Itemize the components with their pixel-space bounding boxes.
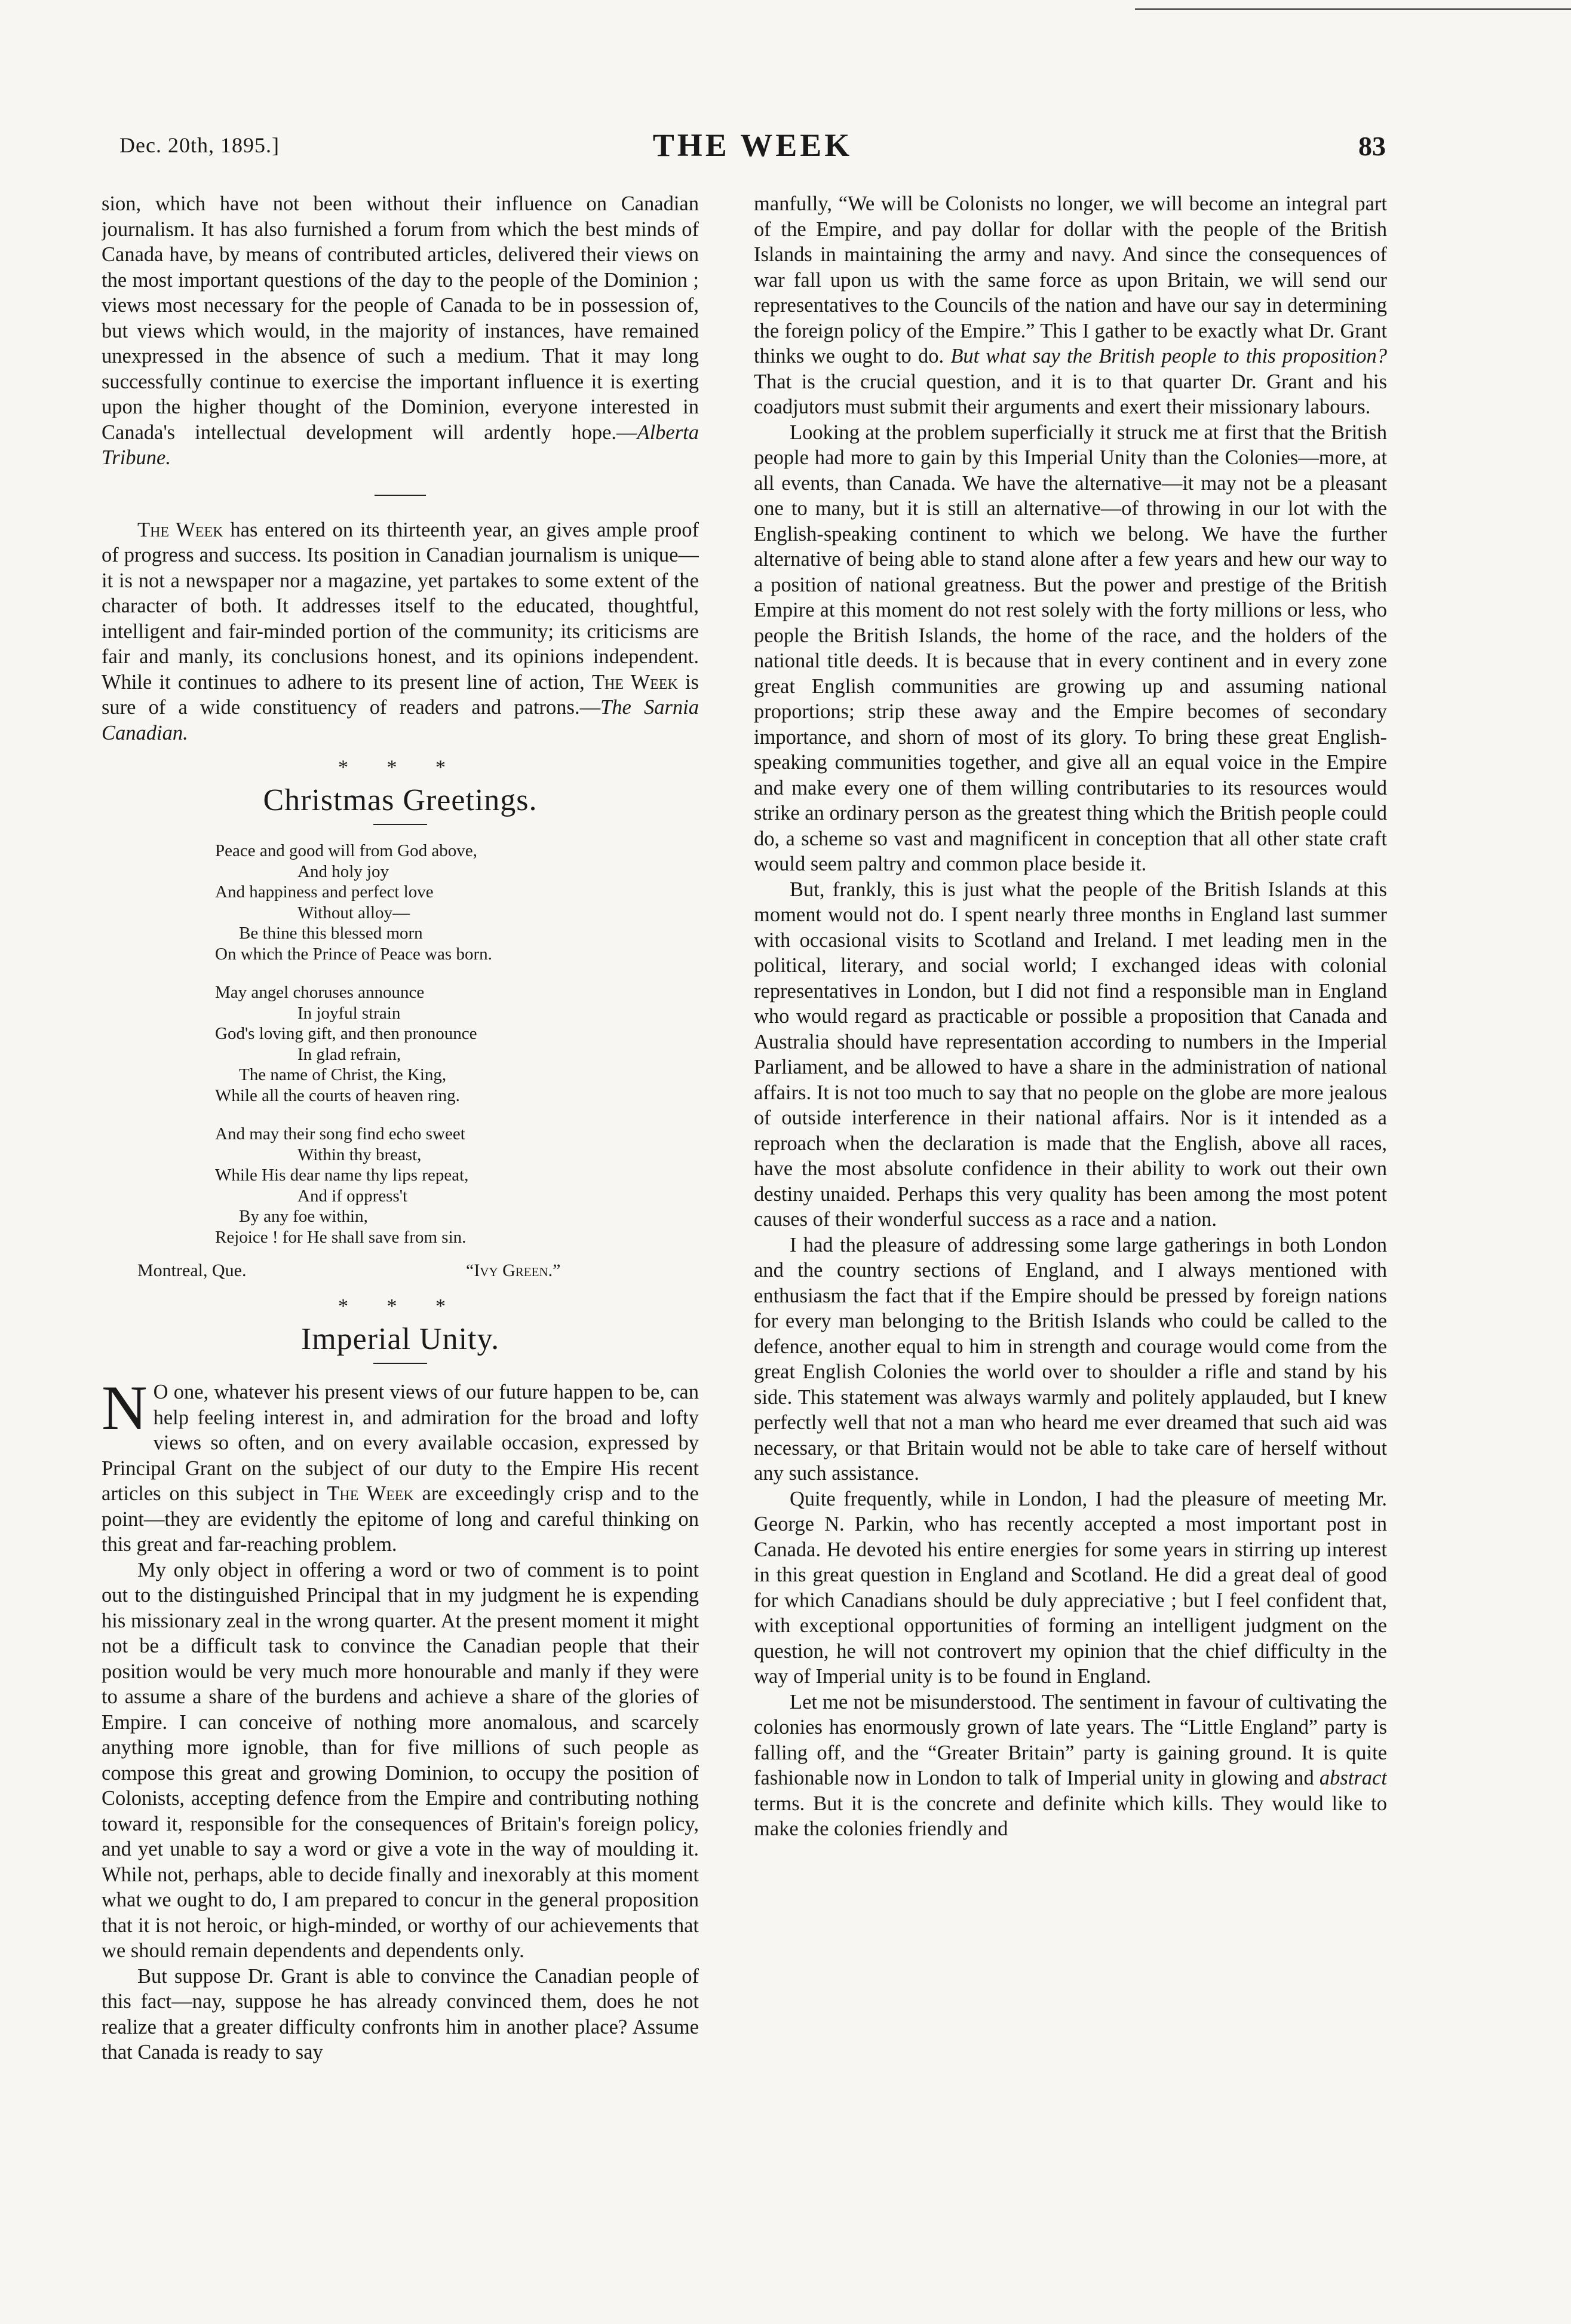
asterism-2: * * * [338, 1295, 462, 1317]
week-name-2: The Week [591, 670, 678, 694]
right-paragraph-3: But, frankly, this is just what the people of the British Islands at this moment would not do. I spent nearly three months in England last summer with occasional visits to Scotland and Ireland. I met leading men in the political, literary, and social world; I exchanged ideas with colonial representatives in London, but I did not find a responsible man in England who would regard as practicable or possible a proposition that Canada and Australia should have representation according to numbers in the Imperial Parliament, and be allowed to have a share in the administration of national affairs. It is not too much to say that no people on the globe are more jealous of outside interference in their national affairs. Nor is it intended as a reproach when the declaration is made that the English, above all races, have the most absolute confidence in their ability to work out their own destiny unaided. Perhaps this very quality has been among the most potent causes of their wonderful success as a race and a nation. [754, 878, 1387, 1231]
poem-line: By any foe within, [239, 1207, 368, 1226]
right-paragraph-6 [754, 1690, 1387, 1842]
right-text-1a: manfully, “We will be Colonists no longer, we will become an integral part of the Empire, and pay dollar for dollar with the people of the British Islands in maintaining the army and navy. And since the consequences of war fall upon us with the same force as upon Britain, we will send our representatives to the Councils of the nation and have our say in determining the foreign policy of the Empire.” This I gather to be exactly what Dr. Grant thinks we ought to do. [754, 192, 1387, 367]
poem-line: On which the Prince of Peace was born. [215, 944, 492, 964]
page-header [119, 127, 1386, 168]
right-text-1b: That is the crucial question, and it is to that quarter Dr. Grant and his coadjutors must submit their arguments and exert their missionary labours. [754, 370, 1387, 418]
title-rule [373, 824, 427, 825]
poem-line: And holy joy [297, 861, 389, 881]
right-paragraph-5: Quite frequently, while in London, I had the pleasure of meeting Mr. George N. Parkin, who has recently accepted a most important post in Canada. He devoted his entire energies for some years in stirring up interest in this great question in England and Scotland. He did a great deal of good for which Canadians should be duly appreciative ; but I feel confident that, with exceptional opportunities of forming an intelligent judgment on the question, he will not controvert my opinion that the chief difficulty in the way of Imperial unity is to be found in England. [754, 1487, 1387, 1688]
poem-place: Montreal, Que. [137, 1261, 247, 1280]
week-name-1: The Week [137, 518, 223, 541]
right-text-6-italic: abstract [1319, 1767, 1387, 1789]
poem-stanza [215, 982, 699, 1106]
left-column [102, 191, 699, 2318]
poem-stanza [215, 1124, 699, 1247]
alberta-source: Alberta Tribune. [102, 421, 699, 469]
poem-signature [102, 1261, 699, 1284]
poem-line: Without alloy— [297, 903, 410, 922]
masthead: THE WEEK [652, 127, 853, 163]
poem-line: And if oppress't [297, 1186, 408, 1206]
poem-line: The name of Christ, the King, [239, 1065, 447, 1084]
poem-author: “Ivy Green.” [466, 1261, 561, 1280]
poem-line: In glad refrain, [297, 1044, 401, 1064]
issue-date: Dec. 20th, 1895.] [119, 133, 280, 157]
unity-text-1a: O one, whatever his present views of our future happen to be, can help feeling interest in, and admiration for the broad and lofty views so often, and on every available occasion, expressed by Principal Grant on the subject of our duty to the Empire His recent articles on this subject in [102, 1381, 699, 1505]
unity-paragraph-3: But suppose Dr. Grant is able to convince the Canadian people of this fact—nay, suppose he has already convinced them, does he not realize that a greater difficulty confronts him in another place? Assume that Canada is ready to say [102, 1964, 699, 2064]
right-text-6a: Let me not be misunderstood. The sentiment in favour of cultivating the colonies has enormously grown of late years. The “Little England” party is falling off, and the “Greater Britain” party is gaining ground. It is quite fashionable now in London to talk of Imperial unity in glowing and [754, 1690, 1387, 1789]
asterism-1: * * * [338, 756, 462, 778]
alberta-excerpt [102, 191, 699, 471]
unity-title: Imperial Unity. [300, 1322, 500, 1356]
right-paragraph-2: Looking at the problem superficially it struck me at first that the British people had more to gain by this Imperial Unity than the Colonies—more, at all events, than Canada. We have the alternative—it may not be a pleasant one to many, but it is still an alternative—of throwing in our lot with the English-speaking continent to which we belong. We have the further alternative of being able to stand alone after a few years and hew our way to a position of national greatness. But the power and prestige of the British Empire at this moment do not rest solely with the forty millions or less, who people the British Islands, the home of the race, and the holders of the national title deeds. It is because that in every continent and in every zone great English communities are growing up and assuming national proportions; strip these away and the Empire becomes of secondary importance, and shorn of most of its glory. To bring these great English-speaking communities together, and give all an equal voice in the Empire and make every one of them willing contributaries to its resources would strike an ordinary person as the greatest thing which the British people could do, a scheme so vast and magnificent in conception that all other state craft would seem paltry and common place beside it. [754, 421, 1387, 875]
alberta-text: sion, which have not been without their influence on Canadian journalism. It has also furnished a forum from which the best minds of Canada have, by means of contributed articles, delivered their views on the most important questions of the day to the people of the Dominion ; views most necessary for the people of Canada to be in possession of, but views which would, in the majority of instances, have remained unexpressed in the absence of such a medium. That it may long successfully continue to exercise the important influence it is exerting upon the higher thought of the Dominion, everyone interested in Canada's intellectual development will ardently hope.— [102, 192, 699, 444]
sarnia-text-b: is sure of a wide constituency of readers and patrons.— [102, 670, 699, 719]
title-rule [373, 1363, 427, 1364]
christmas-title: Christmas Greetings. [263, 783, 538, 817]
top-edge-rule [1135, 0, 1571, 10]
right-text-6b: terms. But it is the concrete and definite which kills. They would like to make the colonies friendly and [754, 1792, 1387, 1840]
sarnia-excerpt [102, 517, 699, 746]
poem-line: Be thine this blessed morn [239, 924, 423, 943]
right-column [754, 191, 1387, 2318]
poem-stanza [215, 841, 699, 964]
poem-line: While His dear name thy lips repeat, [215, 1166, 469, 1185]
right-paragraph-1 [754, 191, 1387, 420]
poem-line: Within thy breast, [297, 1145, 422, 1164]
section-divider [375, 495, 426, 496]
sarnia-source: The Sarnia Canadian. [102, 696, 699, 744]
poem-line: And happiness and perfect love [215, 882, 434, 902]
unity-paragraph-2: My only object in offering a word or two of comment is to point out to the distinguished Principal that in my judgment he is expending his missionary zeal in the wrong quarter. At the present moment it might not be a difficult task to convince the Canadian people that their position would be very much more honourable and manly if they were to assume a share of the burdens and achieve a share of the glories of Empire. I can conceive of nothing more anomalous, and scarcely anything more ignoble, than for five millions of such people as compose this great and growing Dominion, to occupy the position of Colonists, accepting defence from the Empire and contributing nothing toward it, responsible for the consequences of Britain's foreign policy, and yet unable to say a word or give a vote in the way of moulding it. While not, perhaps, able to decide finally and inexorably at this moment what we ought to do, I am prepared to concur in the general proposition that it is not heroic, or high-minded, or worthy of our achievements that we should remain dependents and dependents only. [102, 1558, 699, 1962]
sarnia-text-a: has entered on its thirteenth year, an gives ample proof of progress and success. Its position in Canadian journalism is unique—it is not a newspaper nor a magazine, yet partakes to some extent of the character of both. It addresses itself to the educated, thoughtful, intelligent and fair-minded portion of the community; its criticisms are fair and manly, its conclusions honest, and its opinions independent. While it continues to adhere to its present line of action, [102, 518, 699, 694]
poem-line: And may their song find echo sweet [215, 1124, 465, 1143]
poem-line: God's loving gift, and then pronounce [215, 1024, 477, 1043]
poem-line: While all the courts of heaven ring. [215, 1086, 460, 1105]
right-text-1-italic: But what say the British people to this proposition? [950, 345, 1387, 367]
week-name-3: The Week [327, 1482, 414, 1505]
poem-line: Peace and good will from God above, [215, 841, 477, 860]
unity-text-1b: are exceedingly crisp and to the point—they are evidently the epitome of long and careful thinking on this great and far-reaching problem. [102, 1482, 699, 1556]
drop-cap: N [102, 1373, 148, 1443]
poem-line: In joyful strain [297, 1003, 401, 1023]
poem-line: Rejoice ! for He shall save from sin. [215, 1227, 467, 1247]
page-number: 83 [1358, 131, 1386, 161]
right-paragraph-4: I had the pleasure of addressing some large gatherings in both London and the country sections of England, and I always mentioned with enthusiasm the fact that if the Empire should be pressed by foreign nations for every man belonging to the British Islands who could be called to the defence, another equal to him in strength and courage would come from the great English Colonies the world over to shoulder a rifle and stand by his side. This statement was always warmly and politely applauded, but I knew perfectly well that not a man who heard me ever dreamed that such aid was necessary, or that Britain would not be able to take care of herself without any such assistance. [754, 1233, 1387, 1485]
poem-line: May angel choruses announce [215, 983, 425, 1002]
unity-paragraph-1 [102, 1373, 699, 1557]
poem [215, 841, 699, 1247]
